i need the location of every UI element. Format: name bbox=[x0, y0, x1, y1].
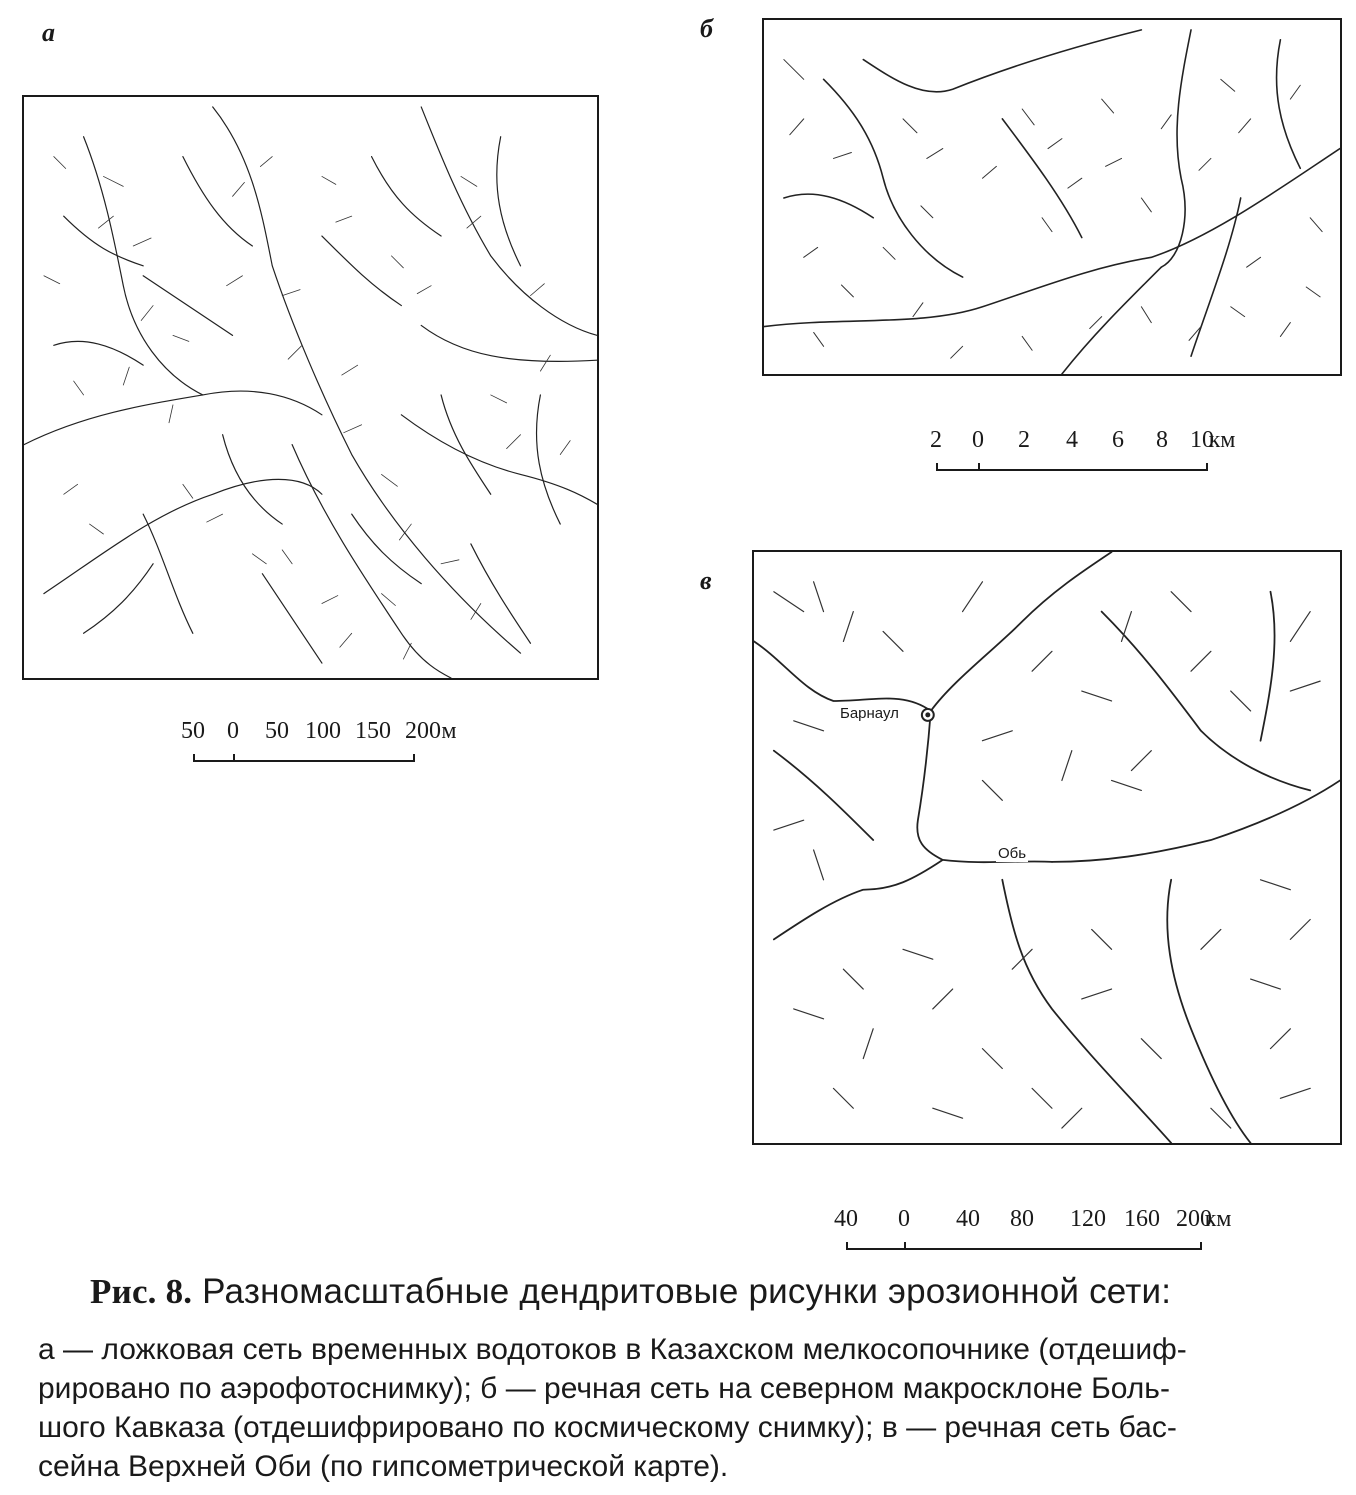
scale-a-tick: 50 bbox=[265, 718, 289, 744]
scale-b-tick: 6 bbox=[1112, 427, 1124, 453]
panel-b-letter: б bbox=[700, 14, 713, 43]
city-label-barnaul: Барнаул bbox=[840, 705, 899, 722]
figure-caption-body bbox=[38, 1330, 1338, 1486]
panel-b-drainage bbox=[764, 20, 1340, 374]
scale-c-unit: км bbox=[1204, 1206, 1232, 1232]
scale-b-tick: 2 bbox=[930, 427, 942, 453]
scale-b-tick: 2 bbox=[1018, 427, 1030, 453]
panel-a-letter: а bbox=[42, 18, 55, 47]
scale-a-tick: 50 bbox=[181, 718, 205, 744]
scale-a-tick: 150 bbox=[355, 718, 391, 744]
scale-c-tick: 120 bbox=[1070, 1206, 1106, 1232]
panel-c-scale bbox=[834, 1206, 1266, 1252]
caption-line: сейна Верхней Оби (по гипсометрической карте). bbox=[38, 1450, 729, 1483]
panel-a-map bbox=[22, 95, 599, 680]
panel-c-drainage bbox=[754, 552, 1340, 1143]
panel-c-letter: в bbox=[700, 566, 712, 595]
caption-line: рировано по аэрофотоснимку); б — речная сеть на северном макросклоне Боль- bbox=[38, 1372, 1170, 1405]
scale-b-bar bbox=[936, 461, 1208, 471]
scale-c-tick: 200 bbox=[1176, 1206, 1212, 1232]
panel-c-map bbox=[752, 550, 1342, 1145]
panel-b-map bbox=[762, 18, 1342, 376]
figure-title: Разномасштабные дендритовые рисунки эрозионной сети: bbox=[202, 1272, 1172, 1311]
scale-c-tick: 0 bbox=[898, 1206, 910, 1232]
scale-b-tick: 4 bbox=[1066, 427, 1078, 453]
panel-b-scale bbox=[930, 427, 1266, 473]
scale-b-tick: 8 bbox=[1156, 427, 1168, 453]
scale-c-tick: 80 bbox=[1010, 1206, 1034, 1232]
caption-line: а — ложковая сеть временных водотоков в Казахском мелкосопочнике (отдешиф- bbox=[38, 1333, 1187, 1366]
scale-a-tick: 200 bbox=[405, 718, 441, 744]
scale-b-unit: км bbox=[1208, 427, 1236, 453]
scale-c-tick: 40 bbox=[834, 1206, 858, 1232]
panel-a-drainage bbox=[24, 97, 597, 678]
figure-caption-title bbox=[90, 1272, 1171, 1312]
scale-b-tick: 0 bbox=[972, 427, 984, 453]
scale-a-tick: 0 bbox=[227, 718, 239, 744]
panel-a-scale bbox=[181, 718, 473, 764]
scale-a-bar bbox=[193, 752, 415, 762]
scale-c-bar bbox=[846, 1240, 1202, 1250]
figure-label: Рис. 8. bbox=[90, 1272, 193, 1311]
river-label-ob: Обь bbox=[998, 845, 1027, 862]
caption-line: шого Кавказа (отдешифрировано по космическому снимку); в — речная сеть бас- bbox=[38, 1411, 1177, 1444]
scale-a-tick: 100 bbox=[305, 718, 341, 744]
scale-c-tick: 40 bbox=[956, 1206, 980, 1232]
scale-b-tick: 10 bbox=[1190, 427, 1214, 453]
scale-a-unit: м bbox=[441, 718, 457, 744]
scale-c-tick: 160 bbox=[1124, 1206, 1160, 1232]
